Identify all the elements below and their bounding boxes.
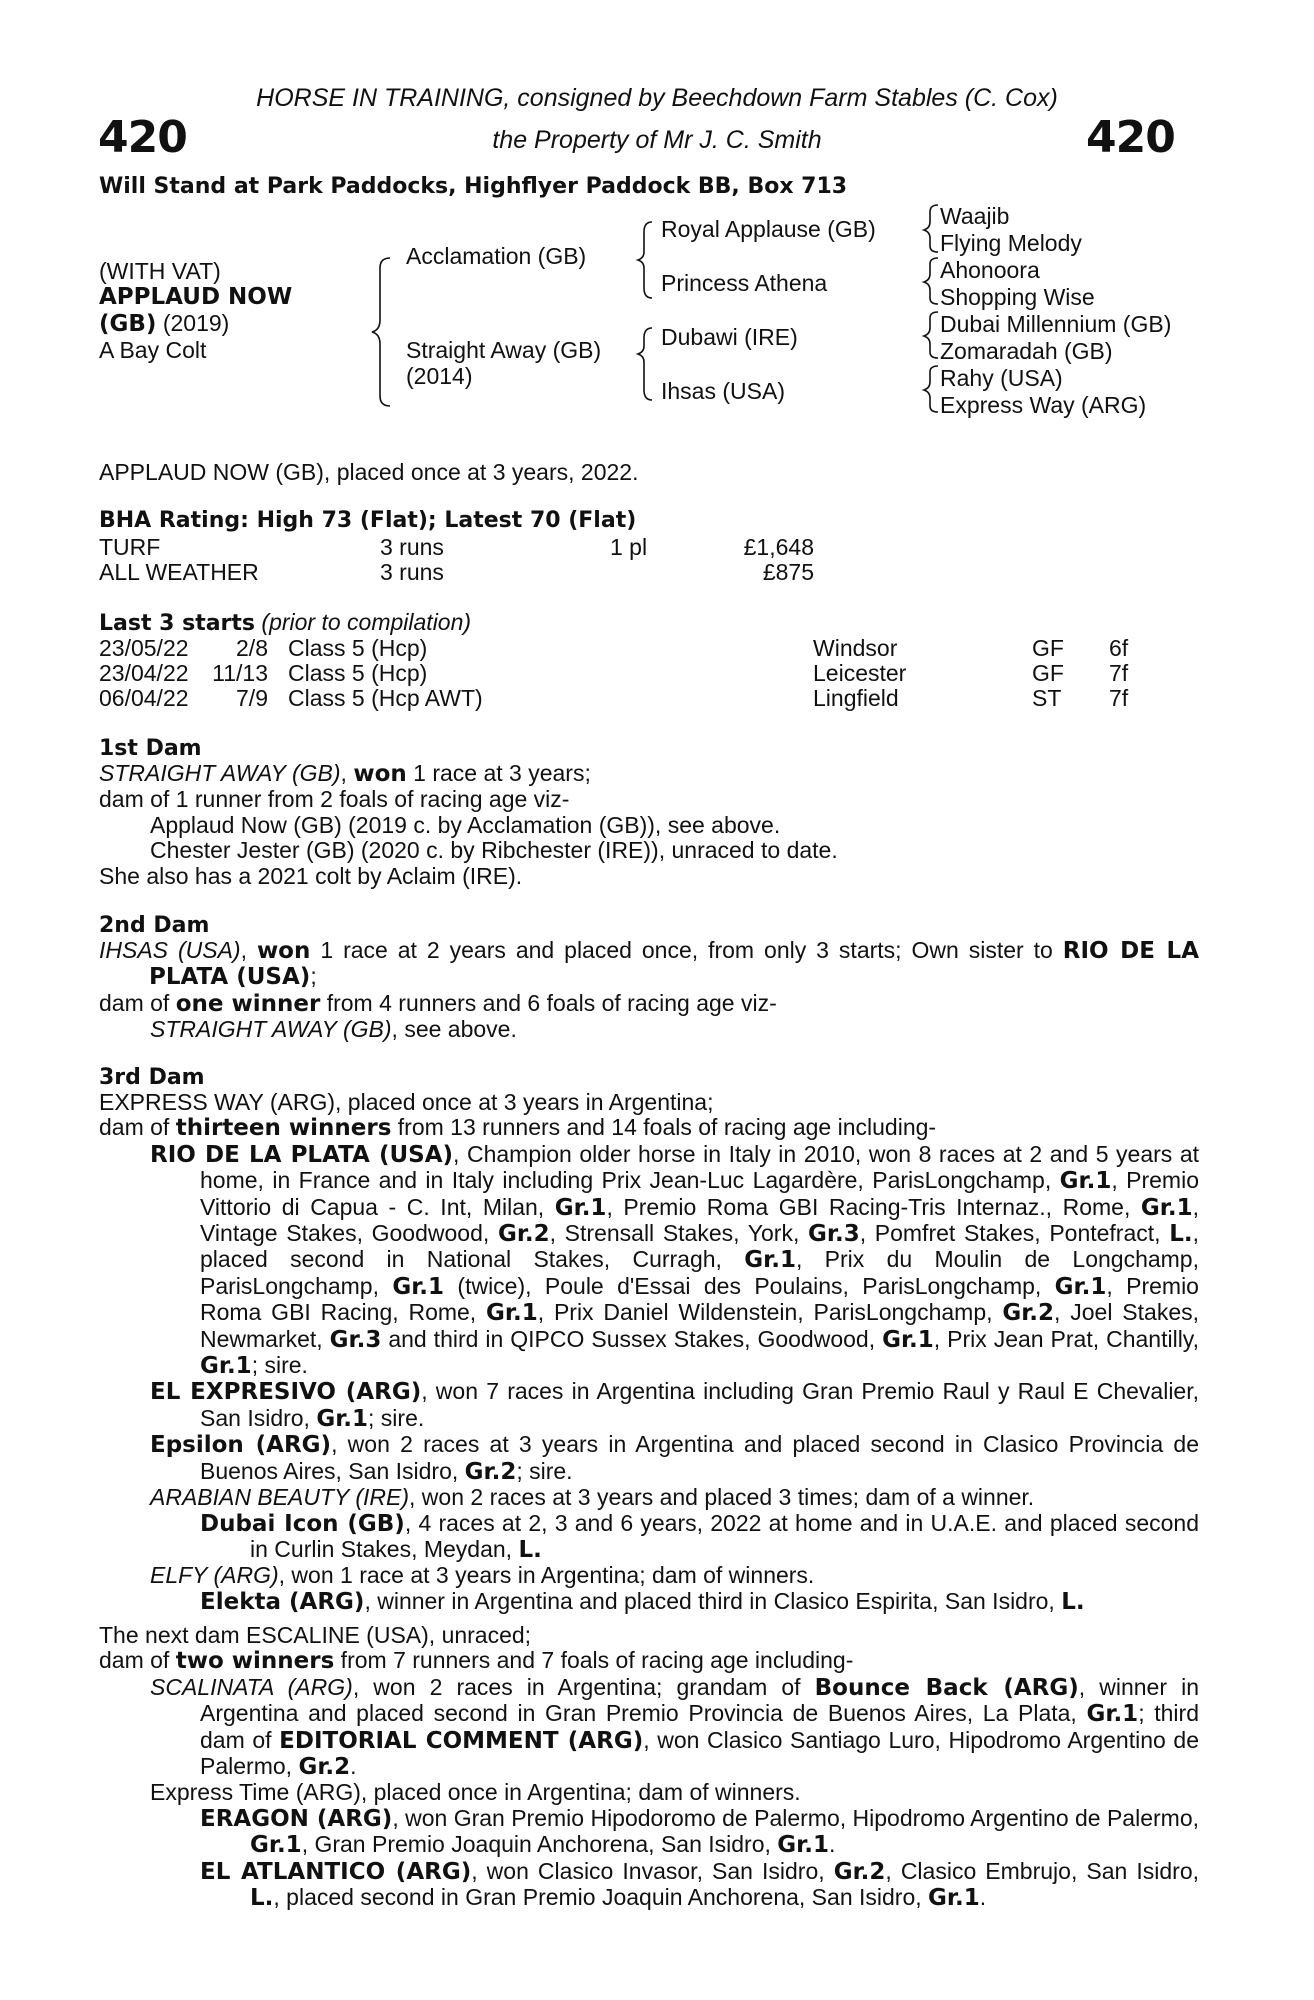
dam3-rio (99, 1142, 1199, 1380)
start-row-class: Class 5 (Hcp) (288, 660, 428, 686)
expresivo-text: , won 7 races in Argentina including Gran Premio Raul y Raul E Chevalier, San Isidro, (200, 1378, 1199, 1431)
rio-text: , Premio Roma GBI Racing, Rome, (200, 1272, 1199, 1326)
dam1-record: 1 race at 3 years; (406, 760, 591, 786)
rio-text: , Prix Jean Prat, Chantilly, (933, 1325, 1199, 1352)
grade: Gr.1 (554, 1194, 607, 1221)
grade: Gr.1 (486, 1300, 538, 1327)
dam1-produce-1: Applaud Now (GB) (2019 c. by Acclamation (GB)), see above. (150, 811, 781, 838)
horse-year: (2019) (156, 310, 230, 336)
grade: Gr.3 (808, 1221, 860, 1248)
scalinata-text: , winner in Argentina and placed second in Gran Premio Provincia de Buenos Aires, La Plata, (200, 1673, 1199, 1727)
dam1-produce-2: Chester Jester (GB) (2020 c. by Ribchester (IRE)), unraced to date. (150, 837, 838, 864)
rating-row-aw-runs: 3 runs (380, 559, 444, 585)
arabian-text: , won 2 races at 3 years and placed 3 times; dam of a winner. (409, 1484, 1035, 1511)
next-dam-damof: dam of (99, 1647, 176, 1674)
rating-row-aw-surface: ALL WEATHER (99, 559, 259, 585)
bracket-ss (924, 205, 938, 252)
rio-text: , placed second in National Stakes, Curragh, (200, 1220, 1200, 1273)
grade: L. (1169, 1221, 1193, 1248)
dam2-winners: one winner (175, 990, 321, 1017)
next-dam-atlantico (99, 1859, 1199, 1912)
start-row-pos: 11/13 (212, 660, 268, 686)
dam1-won: won (353, 761, 407, 787)
ped-dss: Dubai Millennium (GB) (940, 311, 1172, 337)
dam3-heading: 3rd Dam (99, 1065, 205, 1090)
grade: L. (518, 1536, 542, 1563)
dam: Straight Away (GB) (406, 337, 602, 363)
dam3-runners: from 13 runners and 14 foals of racing age including- (391, 1114, 937, 1141)
dam2-line2 (99, 991, 1199, 1017)
grade: Gr.1 (392, 1273, 445, 1300)
dam1-name: STRAIGHT AWAY (GB) (99, 760, 341, 786)
dam3-damof: dam of (99, 1114, 176, 1141)
bracket-ds (924, 312, 938, 358)
dam2-sister: RIO DE LA PLATA (USA) (149, 938, 1199, 991)
dam2-block (99, 938, 1199, 1043)
start-row-dist: 7f (1109, 660, 1129, 686)
start-row-pos: 2/8 (236, 635, 268, 661)
rating-row-turf-money: £1,648 (743, 534, 814, 560)
dam1-line1 (99, 761, 1199, 787)
atlantico-text: . (979, 1884, 987, 1911)
consignor-line: HORSE IN TRAINING, consigned by Beechdown Farm Stables (C. Cox) (256, 84, 1058, 112)
grade: Gr.1 (1086, 1701, 1139, 1728)
next-dam-line1: The next dam ESCALINE (USA), unraced; (99, 1622, 532, 1648)
dam2-damof: dam of (99, 989, 176, 1016)
elekta-name: Elekta (ARG) (200, 1588, 365, 1615)
vat-note: (WITH VAT) (99, 258, 221, 284)
rating-title: BHA Rating: High 73 (Flat); Latest 70 (Flat) (99, 508, 637, 533)
grade: Gr.1 (928, 1885, 980, 1912)
start-row-date: 23/05/22 (99, 635, 189, 661)
eragon-text: , Gran Premio Joaquin Anchorena, San Isidro, (301, 1831, 778, 1858)
dam2-sep: , (240, 937, 257, 963)
bracket-dd (924, 366, 938, 412)
sire: Acclamation (GB) (406, 243, 587, 269)
start-row-course: Windsor (813, 635, 898, 661)
scalinata-name: SCALINATA (ARG) (150, 1673, 353, 1700)
atlantico-text: , won Clasico Invasor, San Isidro, (471, 1857, 834, 1884)
dam3-line1: EXPRESS WAY (ARG), placed once at 3 years in Argentina; (99, 1089, 714, 1115)
grade: Gr.2 (1002, 1300, 1055, 1327)
dam1-heading: 1st Dam (99, 736, 202, 761)
rating-row-turf-surface: TURF (99, 534, 161, 560)
ped-ddd: Express Way (ARG) (940, 392, 1147, 418)
scalinata-text: , won 2 races in Argentina; grandam of (352, 1673, 815, 1700)
bracket-dam (638, 328, 652, 400)
next-dam-line2 (99, 1648, 1199, 1674)
start-row-pos: 7/9 (236, 685, 268, 711)
bracket-1 (372, 258, 390, 406)
next-dam-block (99, 1623, 1199, 1911)
dam3-line2 (99, 1115, 1199, 1141)
next-dam-eragon (99, 1806, 1199, 1859)
rio-text: , Premio Vittorio di Capua - C. Int, Milan, (200, 1167, 1199, 1220)
ped-sdd: Shopping Wise (940, 284, 1095, 310)
expresivo-name: EL EXPRESIVO (ARG) (150, 1379, 422, 1406)
horse-country: (GB) (99, 311, 157, 337)
start-row-date: 06/04/22 (99, 685, 189, 711)
eragon-text: . (828, 1831, 836, 1858)
rating-row-aw-money: £875 (762, 559, 814, 585)
start-row-course: Lingfield (813, 685, 899, 711)
rio-text: , Prix du Moulin de Longchamp, ParisLongchamp, (200, 1246, 1199, 1299)
sire-dam: Princess Athena (661, 270, 828, 296)
ped-dds: Rahy (USA) (940, 365, 1063, 391)
grade: L. (250, 1885, 274, 1912)
dubai-text: , 4 races at 2, 3 and 6 years, 2022 at home and in U.A.E. and placed second in Curlin Stakes, Meydan, (250, 1509, 1199, 1562)
grade: L. (1061, 1588, 1085, 1615)
elfy-name: ELFY (ARG) (150, 1562, 279, 1589)
dam2-semicolon: ; (310, 963, 317, 990)
dam3-dubai (99, 1511, 1199, 1564)
ped-sds: Ahonoora (940, 257, 1040, 283)
rio-text: , Joel Stakes, Newmarket, (200, 1299, 1199, 1352)
dam2-won: won (256, 938, 311, 964)
dam3-elekta (99, 1589, 1199, 1615)
arabian-name: ARABIAN BEAUTY (IRE) (150, 1484, 410, 1511)
start-row-date: 23/04/22 (99, 660, 189, 686)
dam2-runners: from 4 runners and 6 foals of racing age viz- (320, 989, 777, 1016)
rio-name: RIO DE LA PLATA (USA) (150, 1141, 454, 1168)
grade: Gr.1 (777, 1832, 829, 1859)
dam1-line2: dam of 1 runner from 2 foals of racing age viz- (99, 786, 570, 813)
dam1-sep: , (340, 760, 354, 786)
atlantico-text: , Clasico Embrujo, San Isidro, (885, 1857, 1200, 1884)
epsilon-text: ; sire. (516, 1457, 573, 1484)
dam2-line1 (99, 938, 1199, 991)
dam2-record: 1 race at 2 years and placed once, from only 3 starts; Own sister to (310, 937, 1063, 963)
pedigree-brackets (0, 0, 1314, 420)
start-row-dist: 6f (1109, 635, 1129, 661)
scalinata-text: , won Clasico Santiago Luro, Hipodromo Argentino de Palermo, (200, 1726, 1199, 1780)
editorial-name: EDITORIAL COMMENT (ARG) (279, 1727, 644, 1754)
rio-text: ; sire. (251, 1352, 308, 1379)
rating-row-turf-placed: 1 pl (610, 534, 648, 560)
dam2-name: IHSAS (USA) (99, 937, 241, 963)
horse-name: APPLAUD NOW (99, 284, 293, 310)
ped-ssd: Flying Melody (940, 230, 1082, 256)
grade: Gr.2 (833, 1858, 886, 1885)
start-row-going: GF (1032, 635, 1064, 661)
grade: Gr.1 (1054, 1273, 1107, 1300)
dam3-elfy (99, 1563, 1199, 1588)
dam-dam: Ihsas (USA) (661, 378, 785, 404)
start-row-class: Class 5 (Hcp) (288, 635, 428, 661)
grade: Gr.1 (1059, 1168, 1112, 1195)
scalinata-text: . (350, 1753, 357, 1780)
atlantico-name: EL ATLANTICO (ARG) (200, 1858, 472, 1885)
start-row-class: Class 5 (Hcp AWT) (288, 685, 483, 711)
bounce-back-name: Bounce Back (ARG) (814, 1674, 1079, 1701)
scalinata-text: ; third dam of (200, 1700, 1199, 1753)
next-dam-winners: two winners (175, 1648, 335, 1675)
grade: Gr.2 (298, 1754, 351, 1781)
rio-text: , Premio Roma GBI Racing-Tris Internaz., Rome, (606, 1193, 1141, 1220)
dam2-produce-name: STRAIGHT AWAY (GB) (150, 1016, 392, 1043)
dam2-produce-note: , see above. (391, 1016, 517, 1043)
next-dam-express-time: Express Time (ARG), placed once in Argentina; dam of winners. (150, 1779, 801, 1806)
dam-sire: Dubawi (IRE) (661, 324, 798, 350)
rio-text: , Champion older horse in Italy in 2010, won 8 races at 2 and 5 years at home, in France and in Italy including Prix Jean-Luc Lagardère, ParisLongchamp, (200, 1140, 1199, 1194)
rio-text: , Strensall Stakes, York, (549, 1220, 809, 1247)
start-row-dist: 7f (1109, 685, 1129, 711)
next-dam-scalinata (99, 1675, 1199, 1781)
expresivo-text: ; sire. (368, 1404, 425, 1431)
start-row-going: GF (1032, 660, 1064, 686)
dam2-produce (99, 1017, 1199, 1042)
bracket-sd (924, 258, 938, 304)
dam3-expresivo (99, 1379, 1199, 1432)
dam3-epsilon (99, 1432, 1199, 1485)
horse-description: A Bay Colt (99, 337, 207, 363)
dam1-line5: She also has a 2021 colt by Aclaim (IRE). (99, 862, 523, 889)
dam3-winners: thirteen winners (175, 1115, 392, 1142)
last-starts-title (99, 610, 471, 636)
property-line: the Property of Mr J. C. Smith (492, 126, 822, 154)
dubai-name: Dubai Icon (GB) (200, 1510, 405, 1537)
rio-text: , Vintage Stakes, Goodwood, (200, 1193, 1199, 1247)
eragon-name: ERAGON (ARG) (200, 1805, 393, 1832)
start-row-course: Leicester (813, 660, 907, 686)
grade: Gr.1 (882, 1326, 934, 1353)
dam1-block (99, 761, 1199, 889)
grade: Gr.1 (200, 1353, 252, 1380)
dam3-arabian (99, 1485, 1199, 1510)
epsilon-text: , won 2 races at 3 years in Argentina and placed second in Clasico Provincia de Buenos Aires, San Isidro, (200, 1431, 1199, 1484)
last-starts-heading: Last 3 starts (99, 611, 256, 636)
rio-text: and third in QIPCO Sussex Stakes, Goodwood, (381, 1325, 883, 1352)
start-row-going: ST (1032, 685, 1062, 711)
bracket-sire (638, 222, 652, 298)
rating-row-turf-runs: 3 runs (380, 534, 444, 560)
next-dam-runners: from 7 runners and 7 foals of racing age including- (334, 1647, 854, 1674)
race-summary: APPLAUD NOW (GB), placed once at 3 years, 2022. (99, 459, 639, 485)
grade: Gr.1 (250, 1832, 302, 1859)
atlantico-text: , placed second in Gran Premio Joaquin Anchorena, San Isidro, (273, 1884, 929, 1911)
grade: Gr.3 (329, 1326, 382, 1353)
last-starts-note: (prior to compilation) (255, 609, 472, 635)
elfy-text: , won 1 race at 3 years in Argentina; dam of winners. (278, 1562, 815, 1589)
rio-text: (twice), Poule d'Essai des Poulains, ParisLongchamp, (444, 1272, 1055, 1299)
rio-text: , Prix Daniel Wildenstein, ParisLongchamp, (537, 1299, 1003, 1326)
lot-number-right: 420 (1086, 112, 1175, 163)
lot-number-left: 420 (98, 112, 187, 163)
grade: Gr.1 (744, 1247, 796, 1274)
elekta-text: , winner in Argentina and placed third in Clasico Espirita, San Isidro, (364, 1587, 1062, 1614)
ped-sss: Waajib (940, 203, 1010, 229)
dam-year: (2014) (406, 363, 473, 389)
epsilon-name: Epsilon (ARG) (150, 1432, 332, 1459)
ped-dsd: Zomaradah (GB) (940, 338, 1113, 364)
grade: Gr.1 (1140, 1194, 1193, 1221)
rio-text: , Pomfret Stakes, Pontefract, (859, 1220, 1170, 1247)
eragon-text: , won Gran Premio Hipodoromo de Palermo, Hipodromo Argentino de Palermo, (392, 1804, 1200, 1831)
stand-location: Will Stand at Park Paddocks, Highflyer Paddock BB, Box 713 (99, 174, 848, 199)
sire-sire: Royal Applause (GB) (661, 216, 876, 242)
grade: Gr.2 (497, 1221, 550, 1248)
grade: Gr.2 (464, 1458, 517, 1485)
dam3-block (99, 1090, 1199, 1615)
dam2-heading: 2nd Dam (99, 913, 210, 938)
grade: Gr.1 (316, 1405, 369, 1432)
